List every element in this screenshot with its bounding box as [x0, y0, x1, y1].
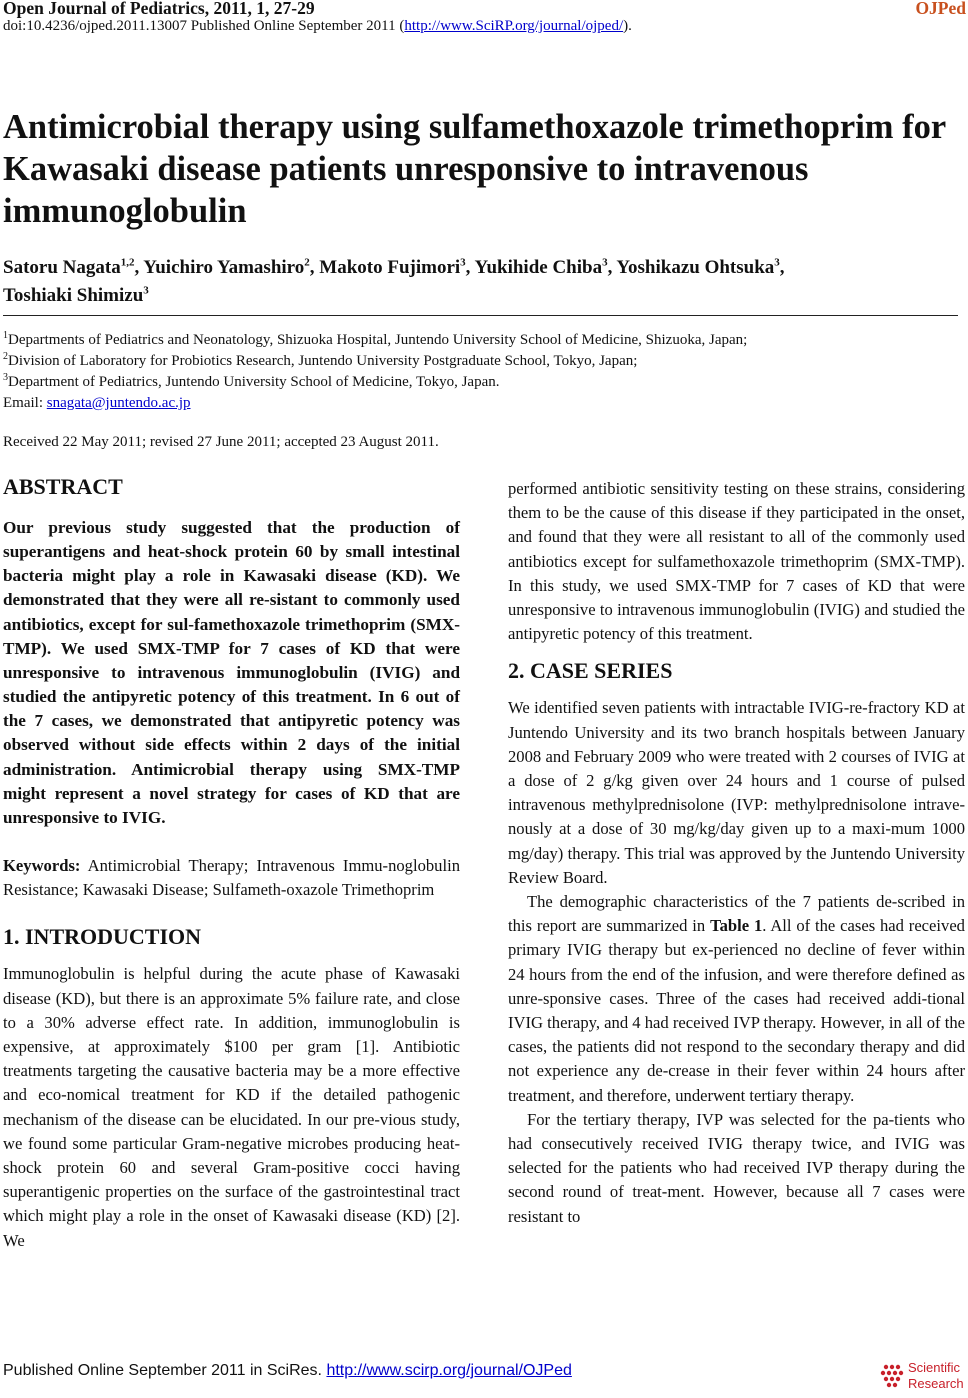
introduction-continued: performed antibiotic sensitivity testing on these strains, considering them to be the cause of this disease if they participated in the onset, and found that they were all resistant to all of the commonly used antibiotics except for sulfamethoxazole trimethoprim (SMX-TMP). In this study, we used SMX-TMP for 7 cases of KD that were unresponsive to intravenous immunoglobulin (IVIG) and studied the antipyretic potency of this treatment. [508, 479, 965, 644]
email-line: Email: snagata@juntendo.ac.jp [3, 395, 191, 411]
author: Yukihide Chiba$^3$, [474, 256, 617, 278]
journal-citation: Open Journal of Pediatrics, 2011, 1, 27-29 [3, 0, 315, 18]
journal-url-link[interactable]: http://www.SciRP.org/journal/ojped/ [404, 18, 624, 34]
paper-title: Antimicrobial therapy using sulfamethoxazole trimethoprim for Kawasaki disease patients unresponsive to intravenous immunoglobulin [3, 108, 946, 230]
right-column [508, 477, 965, 1229]
email-link[interactable]: snagata@juntendo.ac.jp [46, 395, 191, 411]
logo-line-2: Research [908, 1376, 964, 1391]
author: Toshiaki Shimizu$^3$ [3, 284, 149, 306]
author: Yoshikazu Ohtsuka$^3$, [616, 256, 785, 278]
case-paragraph-1: We identified seven patients with intractable IVIG-re-fractory KD at Juntendo University and its two branch hospitals between January 2008 and February 2009 who were treated with 2 courses of IVIG at a dose of 2 g/kg given over 24 hours and 1 course of pulsed intravenous methylprednisolone (IVP: methylprednisolone intrave-nously at a dose of 30 mg/kg/day given up to a maxi-mum 1000 mg/day) therapy. This trial was approved by the Juntendo University Review Board. [508, 698, 965, 887]
doi-text: doi:10.4236/ojped.2011.13007 Published Online September 2011 ( [3, 18, 405, 34]
abstract-text: Our previous study suggested that the production of superantigens and heat-shock protein 60 by small intestinal bacteria might play a role in Kawasaki disease (KD). We demonstrated that they were all re-sistant to commonly used antibiotics, except for sul-famethoxazole trimethoprim (SMX-TMP). We used SMX-TMP for 7 cases of KD that were unresponsive to intravenous immunoglobulin (IVIG) and studied the antipyretic potency of this treatment. In 6 out of the 7 cases, we demonstrated that antipyretic potency was observed without side effects within 2 days of the initial administration. Antimicrobial therapy using SMX-TMP might represent a novel strategy for cases of KD that are unresponsive to IVIG. [3, 518, 460, 827]
title-divider [3, 315, 958, 316]
affiliation: $^2$Division of Laboratory for Probiotics Research, Juntendo University Postgraduate School, Tokyo, Japan; [3, 351, 638, 369]
case-paragraph-3: For the tertiary therapy, IVP was selected for the pa-tients who had consecutively received IVIG therapy twice, and IVIG was selected for the patients who had received IVP therapy during the second round of treat-ment. However, because all 7 cases were resistant to [508, 1109, 965, 1226]
received-dates: Received 22 May 2011; revised 27 June 2011; accepted 23 August 2011. [3, 434, 439, 450]
author: Satoru Nagata$^{1,2}$, [3, 256, 144, 278]
footer-link[interactable]: http://www.scirp.org/journal/OJPed [326, 1362, 572, 1379]
abstract-heading: ABSTRACT [3, 474, 123, 499]
keywords: Keywords: Antimicrobial Therapy; Intravenous Immu-noglobulin Resistance; Kawasaki Disease; Sulfameth-oxazole Trimethoprim [3, 856, 460, 900]
case-series-heading: 2. CASE SERIES [508, 658, 673, 684]
scientific-research-logo [878, 1355, 964, 1393]
logo-icon [878, 1355, 964, 1393]
table-reference: Table 1 [710, 916, 763, 936]
author: Makoto Fujimori$^3$, [319, 256, 475, 278]
author: Yuichiro Yamashiro$^2$, [143, 256, 320, 278]
logo-line-1: Scientific [908, 1360, 961, 1375]
left-column [3, 472, 460, 1253]
footer-line: Published Online September 2011 in SciRes. http://www.scirp.org/journal/OJPed [3, 1362, 572, 1379]
journal-code: OJPed [915, 0, 966, 18]
affiliation: $^1$Departments of Pediatrics and Neonatology, Shizuoka Hospital, Juntendo University School of Medicine, Shizuoka, Japan; [3, 330, 748, 348]
case-paragraph-2: The demographic characteristics of the 7 patients de-scribed in this report are summarized in Table 1. All of the cases had received primary IVIG therapy but ex-perienced no decline of fever within 24 hours from the end of the infusion, and were therefore defined as unre-sponsive cases. Three of the cases had received addi-tional IVIG therapy, and 4 had received IVP therapy. However, in all of the cases, the patients did not respond to the secondary therapy and did not experience any de-crease in their fever within 24 hours after treatment, and therefore, underwent tertiary therapy. [508, 892, 965, 1105]
introduction-text: Immunoglobulin is helpful during the acute phase of Kawasaki disease (KD), but there is an approximate 5% failure rate, and close to a 30% adverse effect rate. In addition, immunoglobulin is expensive, at approximately $100 per gram [1]. Antibiotic treatments targeting the causative bacteria may be a more effective and eco-nomical treatment for KD if the detailed pathogenic mechanism of the disease can be elucidated. In our pre-vious study, we found some particular Gram-negative microbes producing heat-shock protein 60 and several Gram-positive cocci having superantigenic properties on the surface of the gastrointestinal tract which might play a role in the onset of Kawasaki disease (KD) [2]. We [3, 964, 460, 1250]
affiliation: $^3$Department of Pediatrics, Juntendo University School of Medicine, Tokyo, Japan. [3, 372, 500, 390]
affiliations [3, 330, 953, 414]
doi-end: ). [623, 18, 632, 34]
author-list [3, 254, 953, 310]
doi-line [3, 18, 632, 35]
introduction-heading: 1. INTRODUCTION [3, 924, 202, 950]
